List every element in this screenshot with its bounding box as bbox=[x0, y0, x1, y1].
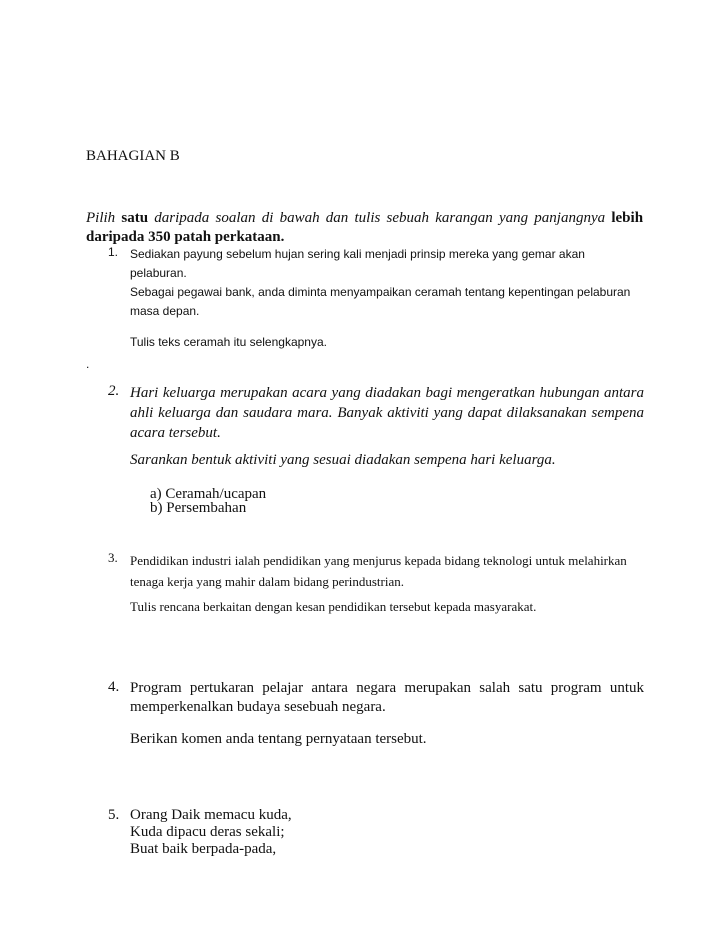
question-1-line: masa depan. bbox=[130, 304, 200, 318]
instruction-part1: Pilih bbox=[86, 210, 116, 226]
question-3-line: tenaga kerja yang mahir dalam bidang perindustrian. bbox=[130, 574, 404, 589]
question-2-text: Hari keluarga merupakan acara yang diadakan bagi mengeratkan hubungan antara ahli keluarga dan saudara mara. Banyak aktiviti yang dapat dilaksanakan sempena acara tersebut. bbox=[130, 385, 644, 441]
question-1-task: Tulis teks ceramah itu selengkapnya. bbox=[130, 335, 327, 349]
section-heading: BAHAGIAN B bbox=[86, 148, 180, 164]
instruction-bold-satu: satu bbox=[121, 210, 149, 226]
question-2-option-a: a) Ceramah/ucapan bbox=[150, 486, 267, 502]
question-2-number: 2. bbox=[108, 383, 120, 399]
question-3-text bbox=[130, 550, 644, 592]
instruction-bold-limit: lebih daripada 350 patah perkataan. bbox=[86, 210, 644, 245]
question-4-task: Berikan komen anda tentang pernyataan tersebut. bbox=[130, 731, 427, 747]
question-4-text: Program pertukaran pelajar antara negara merupakan salah satu program untuk memperkenalkan budaya sesebuah negara. bbox=[130, 680, 644, 715]
question-5-pantun bbox=[130, 807, 644, 858]
pantun-line: Buat baik berpada-pada, bbox=[130, 841, 277, 857]
question-3-number: 3. bbox=[108, 550, 118, 565]
question-2-task: Sarankan bentuk aktiviti yang sesuai diadakan sempena hari keluarga. bbox=[130, 452, 556, 468]
question-3-line: Pendidikan industri ialah pendidikan yang menjurus kepada bidang teknologi untuk melahirkan bbox=[130, 553, 627, 568]
question-2-option-b: b) Persembahan bbox=[150, 500, 247, 516]
pantun-line: Kuda dipacu deras sekali; bbox=[130, 824, 285, 840]
question-4-number: 4. bbox=[108, 679, 120, 695]
question-1-line: Sebagai pegawai bank, anda diminta menyampaikan ceramah tentang kepentingan pelaburan bbox=[130, 285, 631, 299]
pantun-line: Orang Daik memacu kuda, bbox=[130, 807, 292, 823]
instruction-part2: daripada soalan di bawah dan tulis sebuah karangan yang panjangnya bbox=[154, 210, 606, 226]
question-3-task: Tulis rencana berkaitan dengan kesan pendidikan tersebut kepada masyarakat. bbox=[130, 599, 537, 614]
question-5-number: 5. bbox=[108, 807, 120, 823]
question-1-number: 1. bbox=[108, 245, 119, 259]
question-1-line: Sediakan payung sebelum hujan sering kali menjadi prinsip mereka yang gemar akan pelaburan. bbox=[130, 247, 585, 280]
question-1-text bbox=[130, 245, 644, 321]
instruction-text bbox=[86, 209, 643, 247]
stray-mark: . bbox=[86, 357, 90, 371]
